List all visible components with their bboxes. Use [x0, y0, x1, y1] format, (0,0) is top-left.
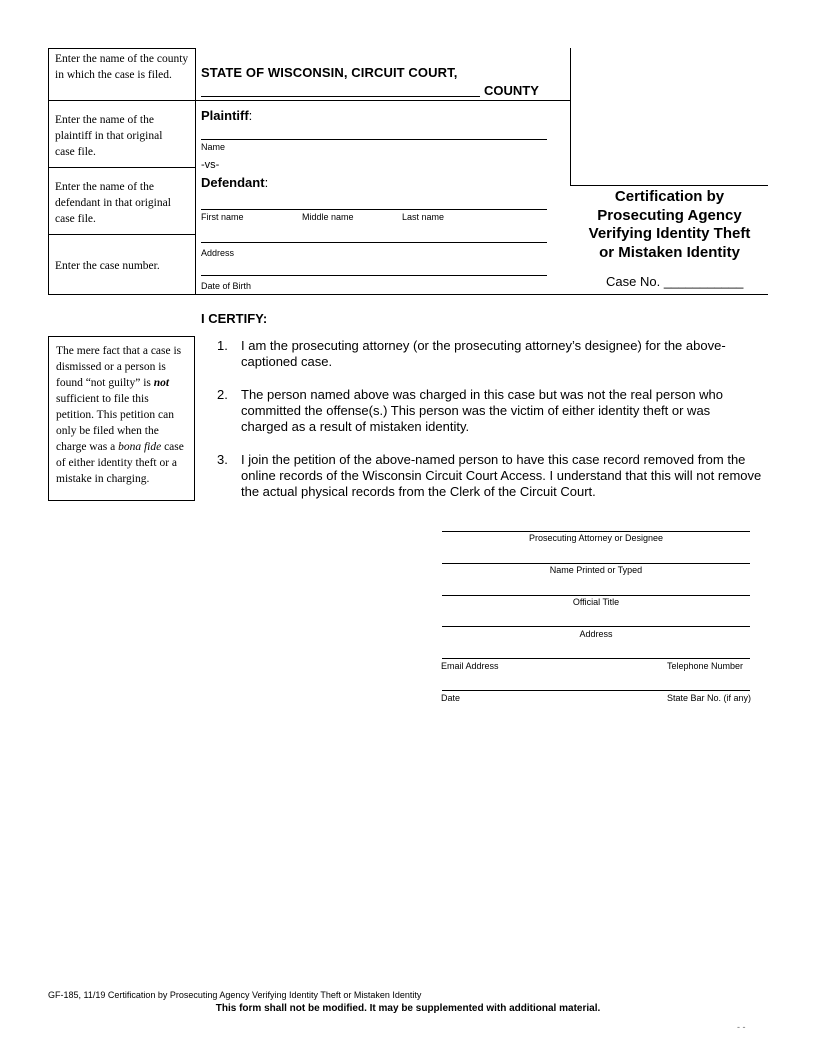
- printed-name-field[interactable]: [442, 563, 750, 564]
- prosecutor-signature-label: Prosecuting Attorney or Designee: [528, 533, 664, 543]
- dob-field[interactable]: [201, 275, 547, 276]
- address-label: Address: [201, 248, 235, 258]
- note-text-end: case of either identity theft or a mistake in charging.: [56, 441, 184, 485]
- form-title: [571, 188, 768, 262]
- title-line-4: or Mistaken Identity: [599, 243, 740, 261]
- middle-name-label: Middle name: [302, 212, 354, 222]
- case-number-field[interactable]: ___________: [663, 274, 744, 289]
- instruction-plaintiff: Enter the name of the plaintiff in that original case file.: [55, 114, 163, 158]
- phone-label: Telephone Number: [667, 661, 744, 671]
- defendant-heading: [201, 175, 268, 190]
- email-phone-field[interactable]: [442, 658, 750, 659]
- note-emphasis-bona-fide: bona fide: [118, 441, 162, 453]
- plaintiff-name-label: Name: [201, 142, 226, 152]
- printed-name-label: Name Printed or Typed: [549, 565, 643, 575]
- instruction-case-number: Enter the case number.: [55, 260, 160, 272]
- county-label: COUNTY: [484, 83, 539, 98]
- instruction-county: Enter the name of the county in which the case is filed.: [55, 53, 189, 81]
- note-emphasis-not: not: [153, 377, 170, 389]
- note-box: [48, 336, 195, 501]
- footer-notice: This form shall not be modified. It may be supplemented with additional material.: [215, 1003, 601, 1014]
- note-text-middle: sufficient to file this petition. This petition can only be filed when the charge was a: [56, 393, 174, 453]
- item-2-text: The person named above was charged in this case but was not the real person who committed the offense(s.) This person was the victim of either identity theft or was charged as a result of mistaken identity.: [241, 387, 724, 434]
- official-title-label: Official Title: [572, 597, 620, 607]
- item-1-number: 1.: [217, 338, 228, 353]
- date-bar-field[interactable]: [442, 690, 750, 691]
- defendant-colon: :: [264, 175, 269, 190]
- item-1-text: I am the prosecuting attorney (or the prosecuting attorney’s designee) for the above-captioned case.: [241, 338, 726, 369]
- bar-number-label: State Bar No. (if any): [667, 693, 752, 703]
- item-2-number: 2.: [217, 387, 228, 402]
- prosecutor-signature-field[interactable]: [442, 531, 750, 532]
- title-line-3: Verifying Identity Theft: [588, 225, 751, 242]
- title-line-1: Certification by: [614, 188, 725, 205]
- last-name-label: Last name: [402, 212, 445, 222]
- court-line: STATE OF WISCONSIN, CIRCUIT COURT,: [201, 65, 458, 80]
- instruction-defendant: Enter the name of the defendant in that original case file.: [55, 181, 171, 225]
- case-number: [606, 274, 743, 289]
- signer-address-label: Address: [579, 629, 613, 639]
- case-number-label: Case No.: [606, 274, 661, 289]
- item-3-text: I join the petition of the above-named person to have this case record removed from the online records of the Wisconsin Circuit Court Access. I understand that this will not remove the actual physical records from the Clerk of the Circuit Court.: [241, 452, 762, 499]
- title-line-2: Prosecuting Agency: [597, 206, 742, 224]
- plaintiff-name-field[interactable]: [201, 139, 547, 140]
- versus-label: -vs-: [201, 159, 220, 171]
- footer-form-id: GF-185, 11/19 Certification by Prosecuting Agency Verifying Identity Theft or Mistaken Identity: [48, 990, 422, 1000]
- first-name-label: First name: [201, 212, 244, 222]
- certify-heading: I CERTIFY:: [201, 311, 268, 326]
- county-field[interactable]: [201, 96, 480, 97]
- signer-address-field[interactable]: [442, 626, 750, 627]
- page-mark: - -: [737, 1022, 746, 1032]
- dob-label: Date of Birth: [201, 281, 252, 291]
- plaintiff-heading: [201, 108, 252, 123]
- plaintiff-colon: :: [248, 108, 253, 123]
- defendant-label: Defendant: [201, 175, 265, 190]
- official-title-field[interactable]: [442, 595, 750, 596]
- plaintiff-label: Plaintiff: [201, 108, 249, 123]
- defendant-name-field[interactable]: [201, 209, 547, 210]
- item-3-number: 3.: [217, 452, 228, 467]
- note-text-start: The mere fact that a case is dismissed or a person is found “not guilty” is: [56, 345, 182, 389]
- defendant-address-field[interactable]: [201, 242, 547, 243]
- email-label: Email Address: [441, 661, 499, 671]
- date-label: Date: [441, 693, 461, 703]
